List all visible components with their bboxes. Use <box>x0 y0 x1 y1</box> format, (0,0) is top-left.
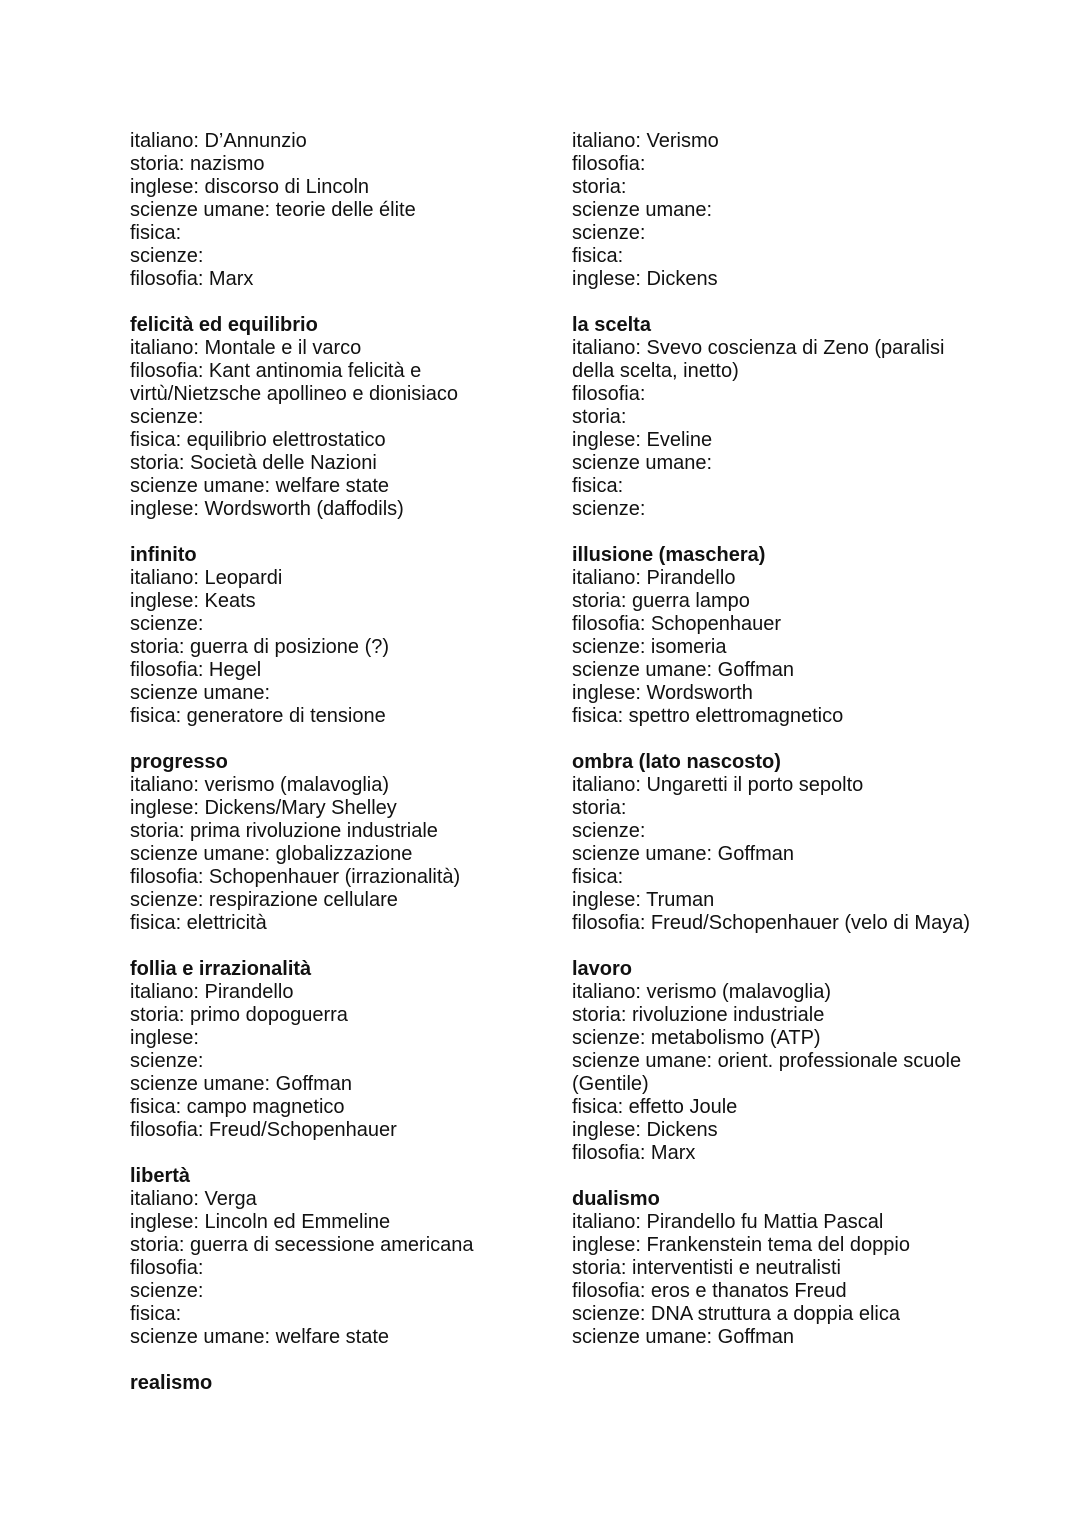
note-line: filosofia: Freud/Schopenhauer (velo di Maya) <box>572 912 970 934</box>
note-line: inglese: Wordsworth (daffodils) <box>130 498 404 520</box>
note-line: storia: Società delle Nazioni <box>130 452 377 474</box>
note-line: scienze: <box>130 613 204 635</box>
section-infinito <box>130 544 550 728</box>
note-line: storia: primo dopoguerra <box>130 1004 348 1026</box>
note-line: scienze umane: <box>572 199 713 221</box>
note-line: italiano: Verga <box>130 1188 257 1210</box>
note-line: filosofia: <box>572 153 646 175</box>
note-line: inglese: <box>130 1027 199 1049</box>
note-line: filosofia: <box>572 383 646 405</box>
note-line: storia: rivoluzione industriale <box>572 1004 825 1026</box>
note-line: storia: prima rivoluzione industriale <box>130 820 438 842</box>
note-line: storia: <box>572 406 627 428</box>
note-line: italiano: D’Annunzio <box>130 130 307 152</box>
section-la-scelta <box>572 314 972 521</box>
note-line: filosofia: Schopenhauer (irrazionalità) <box>130 866 461 888</box>
note-line: scienze: <box>572 222 646 244</box>
note-line: fisica: <box>130 1303 182 1325</box>
section-title: la scelta <box>572 314 651 336</box>
section-progresso <box>130 751 550 935</box>
note-line: scienze: <box>130 406 204 428</box>
section-intro-left <box>130 130 550 291</box>
note-line: italiano: Pirandello <box>572 567 736 589</box>
note-line: inglese: discorso di Lincoln <box>130 176 370 198</box>
note-line: inglese: Lincoln ed Emmeline <box>130 1211 391 1233</box>
note-line: scienze umane: globalizzazione <box>130 843 413 865</box>
note-line: filosofia: eros e thanatos Freud <box>572 1280 847 1302</box>
section-felicita <box>130 314 550 521</box>
note-line: scienze umane: <box>572 452 713 474</box>
note-line: scienze: isomeria <box>572 636 727 658</box>
note-line: filosofia: <box>130 1257 204 1279</box>
section-title: felicità ed equilibrio <box>130 314 318 336</box>
right-column <box>572 130 972 1372</box>
note-line: inglese: Dickens/Mary Shelley <box>130 797 397 819</box>
note-line: scienze umane: orient. professionale scuole (Gentile) <box>572 1050 962 1095</box>
left-column <box>130 130 550 1418</box>
section-realismo <box>130 1372 550 1395</box>
note-line: fisica: effetto Joule <box>572 1096 738 1118</box>
note-line: inglese: Keats <box>130 590 256 612</box>
section-title: infinito <box>130 544 197 566</box>
note-line: italiano: verismo (malavoglia) <box>572 981 831 1003</box>
section-dualismo <box>572 1188 972 1349</box>
note-line: scienze umane: Goffman <box>572 1326 794 1348</box>
note-line: storia: interventisti e neutralisti <box>572 1257 842 1279</box>
note-line: scienze umane: Goffman <box>130 1073 352 1095</box>
note-line: inglese: Frankenstein tema del doppio <box>572 1234 910 1256</box>
section-title: ombra (lato nascosto) <box>572 751 781 773</box>
note-line: italiano: Svevo coscienza di Zeno (paralisi della scelta, inetto) <box>572 337 945 382</box>
note-line: italiano: Ungaretti il porto sepolto <box>572 774 864 796</box>
note-line: inglese: Wordsworth <box>572 682 753 704</box>
note-line: fisica: campo magnetico <box>130 1096 345 1118</box>
note-line: italiano: Verismo <box>572 130 719 152</box>
note-line: scienze: <box>572 820 646 842</box>
note-line: fisica: <box>572 245 624 267</box>
section-title: dualismo <box>572 1188 660 1210</box>
note-line: scienze: <box>572 498 646 520</box>
note-line: fisica: <box>572 475 624 497</box>
note-line: scienze umane: teorie delle élite <box>130 199 416 221</box>
note-line: fisica: spettro elettromagnetico <box>572 705 844 727</box>
note-line: scienze: <box>130 1050 204 1072</box>
note-line: scienze: DNA struttura a doppia elica <box>572 1303 900 1325</box>
note-line: storia: guerra di secessione americana <box>130 1234 474 1256</box>
note-line: inglese: Truman <box>572 889 715 911</box>
section-title: follia e irrazionalità <box>130 958 312 980</box>
section-title: lavoro <box>572 958 633 980</box>
note-line: storia: <box>572 176 627 198</box>
note-line: fisica: <box>572 866 624 888</box>
note-line: storia: guerra di posizione (?) <box>130 636 390 658</box>
note-line: scienze umane: welfare state <box>130 475 390 497</box>
note-line: scienze umane: <box>130 682 271 704</box>
note-line: filosofia: Kant antinomia felicità e virtù/Nietzsche apollineo e dionisiaco <box>130 360 458 405</box>
note-line: scienze: respirazione cellulare <box>130 889 398 911</box>
section-intro-right <box>572 130 972 291</box>
section-liberta <box>130 1165 550 1349</box>
note-line: storia: nazismo <box>130 153 265 175</box>
note-line: fisica: <box>130 222 182 244</box>
section-follia <box>130 958 550 1142</box>
note-line: italiano: Leopardi <box>130 567 283 589</box>
note-line: italiano: Pirandello fu Mattia Pascal <box>572 1211 884 1233</box>
note-line: scienze umane: Goffman <box>572 843 794 865</box>
note-line: italiano: Montale e il varco <box>130 337 362 359</box>
note-line: italiano: Pirandello <box>130 981 294 1003</box>
note-line: scienze: <box>130 245 204 267</box>
note-line: scienze: metabolismo (ATP) <box>572 1027 821 1049</box>
note-line: scienze umane: welfare state <box>130 1326 390 1348</box>
section-lavoro <box>572 958 972 1165</box>
section-title: realismo <box>130 1372 213 1394</box>
note-line: filosofia: Schopenhauer <box>572 613 782 635</box>
note-line: fisica: equilibrio elettrostatico <box>130 429 386 451</box>
note-line: inglese: Dickens <box>572 1119 718 1141</box>
note-line: scienze: <box>130 1280 204 1302</box>
note-line: inglese: Dickens <box>572 268 718 290</box>
note-line: italiano: verismo (malavoglia) <box>130 774 389 796</box>
note-line: inglese: Eveline <box>572 429 713 451</box>
section-title: libertà <box>130 1165 191 1187</box>
note-line: fisica: generatore di tensione <box>130 705 386 727</box>
section-ombra <box>572 751 972 935</box>
section-title: progresso <box>130 751 228 773</box>
section-illusione <box>572 544 972 728</box>
note-line: filosofia: Freud/Schopenhauer <box>130 1119 397 1141</box>
note-line: filosofia: Hegel <box>130 659 262 681</box>
note-line: scienze umane: Goffman <box>572 659 794 681</box>
section-title: illusione (maschera) <box>572 544 766 566</box>
note-line: filosofia: Marx <box>130 268 254 290</box>
note-line: storia: <box>572 797 627 819</box>
note-line: filosofia: Marx <box>572 1142 696 1164</box>
note-line: storia: guerra lampo <box>572 590 750 612</box>
note-line: fisica: elettricità <box>130 912 267 934</box>
